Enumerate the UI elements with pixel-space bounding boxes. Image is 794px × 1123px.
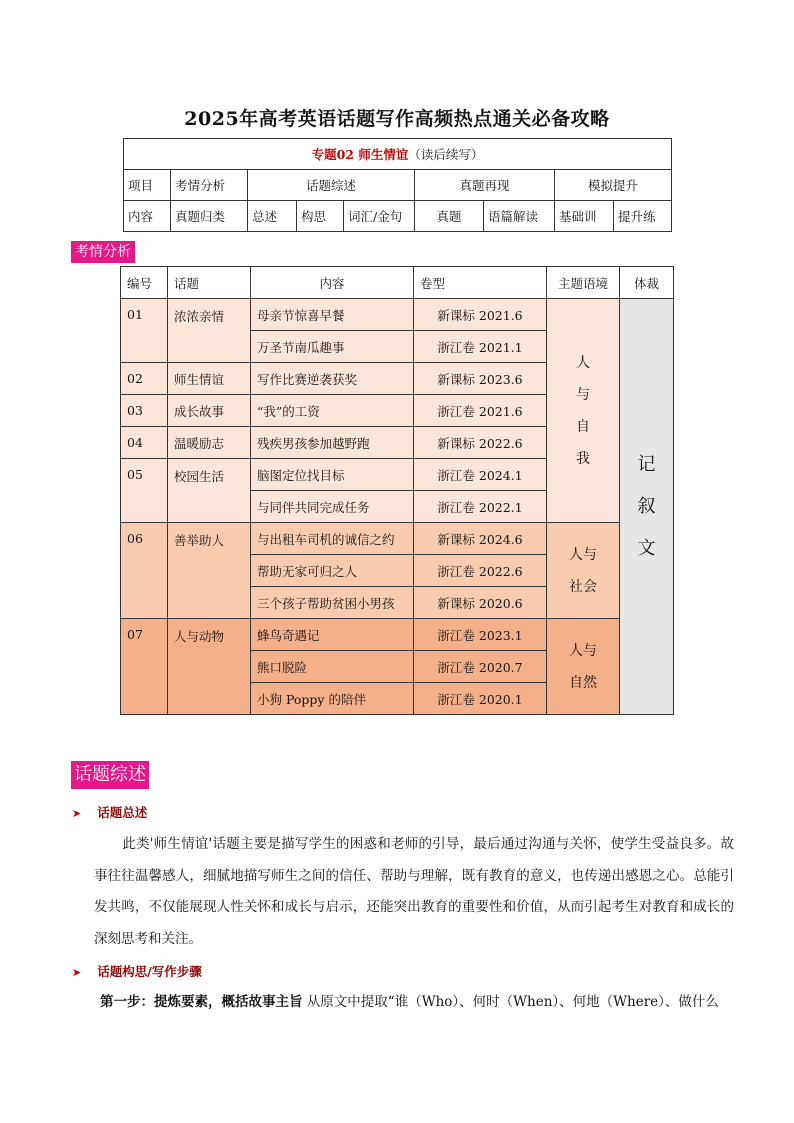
- col-header: 主题语境: [547, 267, 620, 299]
- step-one-text: 从原文中提取“谁（Who）、何时（When）、何地（Where）、做什么: [302, 994, 719, 1010]
- row-exam: 新课标 2024.6: [414, 523, 547, 555]
- topic-nav-table: [123, 138, 672, 232]
- col-header: 编号: [121, 267, 168, 299]
- nav-link-vocab[interactable]: 词汇/金句: [344, 201, 415, 232]
- row-exam: 浙江卷 2021.6: [414, 395, 547, 427]
- subtitle-paren: （读后续写）: [408, 147, 484, 162]
- overview-paragraph: 此类'师生情谊'话题主要是描写学生的困惑和老师的引导，最后通过沟通与关怀，使学生受益良多。故事往往温馨感人，细腻地描写师生之间的信任、帮助与理解，既有教育的意义，也传递出感恩之心。总能引发共鸣，不仅能展现人性关怀和成长与启示，还能突出教育的重要性和价值，从而引起考生对教育和成长的深刻思考和关注。: [94, 836, 734, 947]
- nav-link-classify[interactable]: 真题归类: [171, 201, 248, 232]
- row-content: 写作比赛逆袭获奖: [251, 363, 414, 395]
- arrow-bullet-icon: ➤: [72, 807, 82, 820]
- row-topic: 浓浓亲情: [168, 299, 251, 363]
- row-content: 蜂鸟奇遇记: [251, 619, 414, 651]
- row-exam: 浙江卷 2024.1: [414, 459, 547, 491]
- bullet-steps: ➤ 话题构思/写作步骤: [72, 964, 202, 979]
- nav-link-basic[interactable]: 基础训: [555, 201, 614, 232]
- row-number: 07: [121, 619, 168, 715]
- row-content: “我”的工资: [251, 395, 414, 427]
- row-topic: 校园生活: [168, 459, 251, 523]
- topic-subtitle: [124, 139, 672, 170]
- step-one: [100, 990, 740, 1010]
- row-content: 帮助无家可归之人: [251, 555, 414, 587]
- row-content: 与同伴共同完成任务: [251, 491, 414, 523]
- row-exam: 新课标 2020.6: [414, 587, 547, 619]
- row-content: 与出租车司机的诚信之约: [251, 523, 414, 555]
- col-header: 话题: [168, 267, 251, 299]
- nav-link-summary[interactable]: 总述: [248, 201, 297, 232]
- row-number: 03: [121, 395, 168, 427]
- subtitle-main: 专题02 师生情谊: [311, 147, 409, 162]
- row-exam: 浙江卷 2020.7: [414, 651, 547, 683]
- bullet-summary: ➤ 话题总述: [72, 805, 148, 820]
- section-tag-analysis: 考情分析: [71, 241, 135, 263]
- table-row: [121, 619, 674, 651]
- row-content: 脑图定位找目标: [251, 459, 414, 491]
- row-exam: 浙江卷 2023.1: [414, 619, 547, 651]
- context-nature: 人与 自然: [547, 619, 620, 715]
- context-self: 人 与 自 我: [547, 299, 620, 523]
- col-header: 体裁: [620, 267, 674, 299]
- step-one-heading: 第一步：提炼要素，概括故事主旨: [100, 994, 303, 1010]
- row-exam: 浙江卷 2020.1: [414, 683, 547, 715]
- nav-link-analysis[interactable]: 考情分析: [171, 170, 248, 201]
- nav-link-overview[interactable]: 话题综述: [248, 170, 415, 201]
- row-topic: 师生情谊: [168, 363, 251, 395]
- nav-cell: 内容: [124, 201, 171, 232]
- row-exam: 新课标 2021.6: [414, 299, 547, 331]
- page-title: 2025年高考英语话题写作高频热点通关必备攻略: [184, 108, 610, 130]
- col-header: 卷型: [414, 267, 547, 299]
- table-row: [121, 523, 674, 555]
- nav-link-practice[interactable]: 模拟提升: [555, 170, 672, 201]
- context-society: 人与 社会: [547, 523, 620, 619]
- row-content: 三个孩子帮助贫困小男孩: [251, 587, 414, 619]
- row-topic: 人与动物: [168, 619, 251, 715]
- row-number: 01: [121, 299, 168, 363]
- nav-link-concept[interactable]: 构思: [297, 201, 344, 232]
- nav-link-real-exam[interactable]: 真题再现: [415, 170, 555, 201]
- row-number: 02: [121, 363, 168, 395]
- row-number: 04: [121, 427, 168, 459]
- row-exam: 新课标 2022.6: [414, 427, 547, 459]
- row-number: 06: [121, 523, 168, 619]
- analysis-table: [120, 266, 674, 715]
- col-header: 内容: [251, 267, 414, 299]
- row-content: 熊口脱险: [251, 651, 414, 683]
- row-topic: 温暖励志: [168, 427, 251, 459]
- section-tag-overview: 话题综述: [71, 761, 149, 789]
- row-topic: 善举助人: [168, 523, 251, 619]
- nav-link-advanced[interactable]: 提升练: [614, 201, 672, 232]
- row-exam: 浙江卷 2022.6: [414, 555, 547, 587]
- row-content: 万圣节南瓜趣事: [251, 331, 414, 363]
- table-row: [121, 299, 674, 331]
- row-content: 残疾男孩参加越野跑: [251, 427, 414, 459]
- nav-link-exam[interactable]: 真题: [415, 201, 484, 232]
- nav-link-reading[interactable]: 语篇解读: [484, 201, 555, 232]
- row-number: 05: [121, 459, 168, 523]
- row-content: 小狗 Poppy 的陪伴: [251, 683, 414, 715]
- row-content: 母亲节惊喜早餐: [251, 299, 414, 331]
- genre-cell: 记 叙 文: [620, 299, 674, 715]
- row-exam: 浙江卷 2022.1: [414, 491, 547, 523]
- row-topic: 成长故事: [168, 395, 251, 427]
- arrow-bullet-icon: ➤: [72, 966, 82, 979]
- row-exam: 新课标 2023.6: [414, 363, 547, 395]
- nav-cell: 项目: [124, 170, 171, 201]
- row-exam: 浙江卷 2021.1: [414, 331, 547, 363]
